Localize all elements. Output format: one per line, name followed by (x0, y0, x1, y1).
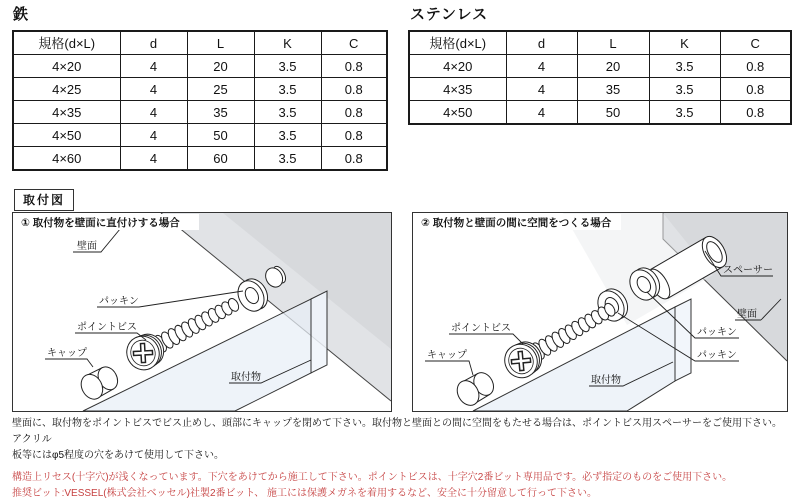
table-cell: d (120, 31, 187, 55)
table-cell: C (321, 31, 387, 55)
table-cell: K (649, 31, 720, 55)
table-cell: 35 (187, 101, 254, 124)
label-packing-upper: パッキン (697, 327, 737, 338)
label-spacer: スペーサー (723, 265, 773, 276)
table-cell: 4×20 (409, 55, 506, 78)
table-cell: 20 (577, 55, 649, 78)
diagram-panel-spacer-mount (412, 212, 788, 412)
table-cell: 3.5 (254, 78, 321, 101)
table-cell: 4×35 (409, 78, 506, 101)
table-cell: 3.5 (649, 78, 720, 101)
table-cell: 3.5 (254, 124, 321, 147)
table-cell: L (577, 31, 649, 55)
table-cell: 4×60 (13, 147, 120, 171)
label-wall: 壁面 (77, 241, 97, 252)
table-cell: 規格(d×L) (13, 31, 120, 55)
table-cell: 0.8 (321, 55, 387, 78)
note-black-line1: 壁面に、取付物をポイントビスでビス止めし、頭部にキャップを閉めて下さい。取付物と壁面との間に空間をもたせる場合は、ポイントビス用スペーサーをご使用下さい。アクリル (12, 418, 782, 445)
table-cell: 0.8 (321, 124, 387, 147)
warning-notes (12, 470, 790, 502)
note-black-line2: 板等にはφ5程度の穴をあけて使用して下さい。 (12, 450, 225, 461)
table-title-stainless: ステンレス (410, 6, 489, 23)
table-row (13, 78, 387, 101)
table-cell: 4 (120, 78, 187, 101)
table-cell: 0.8 (321, 101, 387, 124)
table-cell: K (254, 31, 321, 55)
table-cell: C (720, 31, 791, 55)
table-cell: 3.5 (649, 101, 720, 125)
table-cell: 3.5 (254, 147, 321, 171)
spec-table-stainless (408, 30, 792, 125)
label-wall: 壁面 (737, 309, 757, 320)
note-red-line2: 推奨ビット:VESSEL(株式会社ベッセル)社製2番ビット、 施工には保護メガネを着用するなど、安全に十分留意して行って下さい。 (12, 488, 597, 499)
table-cell: 4 (120, 101, 187, 124)
table-cell: 4×25 (13, 78, 120, 101)
panel2-caption: ② 取付物と壁面の間に空間をつくる場合 (421, 217, 612, 229)
table-cell: L (187, 31, 254, 55)
table-cell: 60 (187, 147, 254, 171)
table-row (13, 101, 387, 124)
diagram-1-canvas (13, 213, 391, 411)
spec-table-iron (12, 30, 388, 171)
label-point-screw: ポイントビス (77, 322, 137, 333)
mounting-board-shape (83, 291, 327, 411)
table-cell: 4 (120, 147, 187, 171)
table-cell: 50 (187, 124, 254, 147)
label-packing: パッキン (99, 296, 139, 307)
table-row (409, 78, 791, 101)
table-cell: 3.5 (254, 55, 321, 78)
table-cell: 0.8 (720, 101, 791, 125)
label-point-screw: ポイントビス (451, 323, 511, 334)
table-cell: 0.8 (321, 147, 387, 171)
table-cell: 3.5 (649, 55, 720, 78)
table-cell: 4×20 (13, 55, 120, 78)
label-mounting-object: 取付物 (231, 372, 261, 383)
table-cell: 4 (506, 101, 577, 125)
note-red-line1: 構造上リセス(十字穴)が浅くなっています。下穴をあけてから施工して下さい。ポイントビスは、十字穴2番ビット専用品です。必ず指定のものをご使用下さい。 (12, 472, 733, 483)
table-cell: 25 (187, 78, 254, 101)
table-cell: 4 (506, 78, 577, 101)
table-cell: 20 (187, 55, 254, 78)
label-cap: キャップ (427, 350, 467, 361)
table-cell: 0.8 (720, 78, 791, 101)
table-cell: 4×50 (13, 124, 120, 147)
table-cell: 0.8 (321, 78, 387, 101)
notes-section (12, 416, 790, 502)
table-header-row (13, 31, 387, 55)
table-row (13, 147, 387, 171)
table-cell: 規格(d×L) (409, 31, 506, 55)
diagram-2-canvas (413, 213, 787, 411)
table-header-row (409, 31, 791, 55)
table-cell: 4 (506, 55, 577, 78)
table-cell: 4×35 (13, 101, 120, 124)
table-row (409, 101, 791, 125)
table-cell: 4 (120, 55, 187, 78)
diagram-panel-direct-mount (12, 212, 392, 412)
diagram-section-label: 取付図 (14, 189, 74, 211)
table-row (409, 55, 791, 78)
panel1-caption: ① 取付物を壁面に直付けする場合 (21, 217, 180, 229)
label-packing-lower: パッキン (697, 350, 737, 361)
table-row (13, 124, 387, 147)
table-cell: 35 (577, 78, 649, 101)
table-cell: 0.8 (720, 55, 791, 78)
label-mounting-object: 取付物 (591, 375, 621, 386)
label-cap: キャップ (47, 348, 87, 359)
table-cell: 4×50 (409, 101, 506, 125)
table-title-iron: 鉄 (13, 6, 30, 23)
table-cell: 50 (577, 101, 649, 125)
table-row (13, 55, 387, 78)
table-cell: 3.5 (254, 101, 321, 124)
table-cell: 4 (120, 124, 187, 147)
table-cell: d (506, 31, 577, 55)
